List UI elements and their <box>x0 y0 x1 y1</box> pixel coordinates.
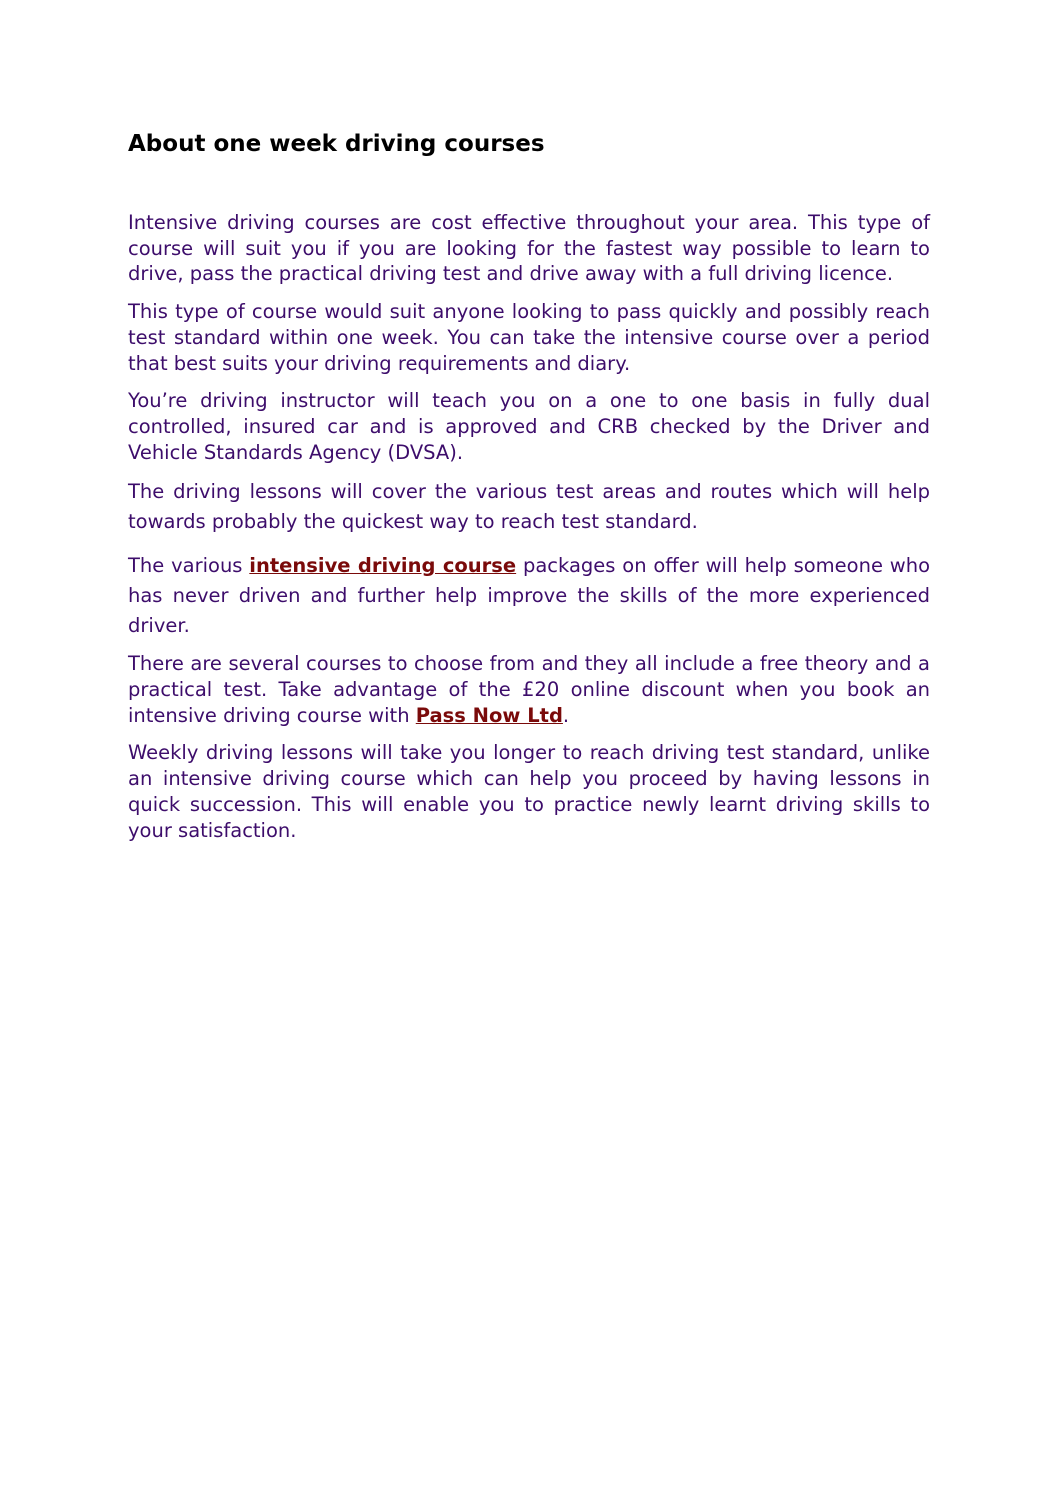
paragraph-packages-text-after: packages on offer will help someone who has never driven and further help improve the skills of the more experienced driver. <box>128 554 931 638</box>
paragraph-courses <box>128 651 930 728</box>
pass-now-ltd-link[interactable]: Pass Now Ltd <box>415 703 563 727</box>
page-title: About one week driving courses <box>128 131 545 157</box>
paragraph-suitability: This type of course would suit anyone looking to pass quickly and possibly reach test standard within one week. You can take the intensive course over a period that best suits your driving requirements and diary. <box>128 300 930 375</box>
document-body <box>128 210 930 843</box>
paragraph-courses-text-before: There are several courses to choose from and they all include a free theory and a practical test. Take advantage of the £20 online discount when you book an intensive driving course with <box>128 652 930 727</box>
paragraph-packages <box>128 551 930 641</box>
paragraph-intro: Intensive driving courses are cost effective throughout your area. This type of course will suit you if you are looking for the fastest way possible to learn to drive, pass the practical driving test and drive away with a full driving licence. <box>128 211 930 286</box>
paragraph-instructor: You’re driving instructor will teach you on a one to one basis in fully dual controlled, insured car and is approved and CRB checked by the Driver and Vehicle Standards Agency (DVSA). <box>128 389 930 464</box>
paragraph-lessons: The driving lessons will cover the various test areas and routes which will help towards probably the quickest way to reach test standard. <box>128 480 930 534</box>
document-page <box>128 127 930 855</box>
intensive-driving-course-link[interactable]: intensive driving course <box>249 554 517 578</box>
paragraph-courses-text-after: . <box>562 703 570 727</box>
paragraph-packages-text-before: The various <box>128 554 250 578</box>
paragraph-weekly-lessons: Weekly driving lessons will take you longer to reach driving test standard, unlike an intensive driving course which can help you proceed by having lessons in quick succession. This will enable you to practice newly learnt driving skills to your satisfaction. <box>128 741 930 842</box>
